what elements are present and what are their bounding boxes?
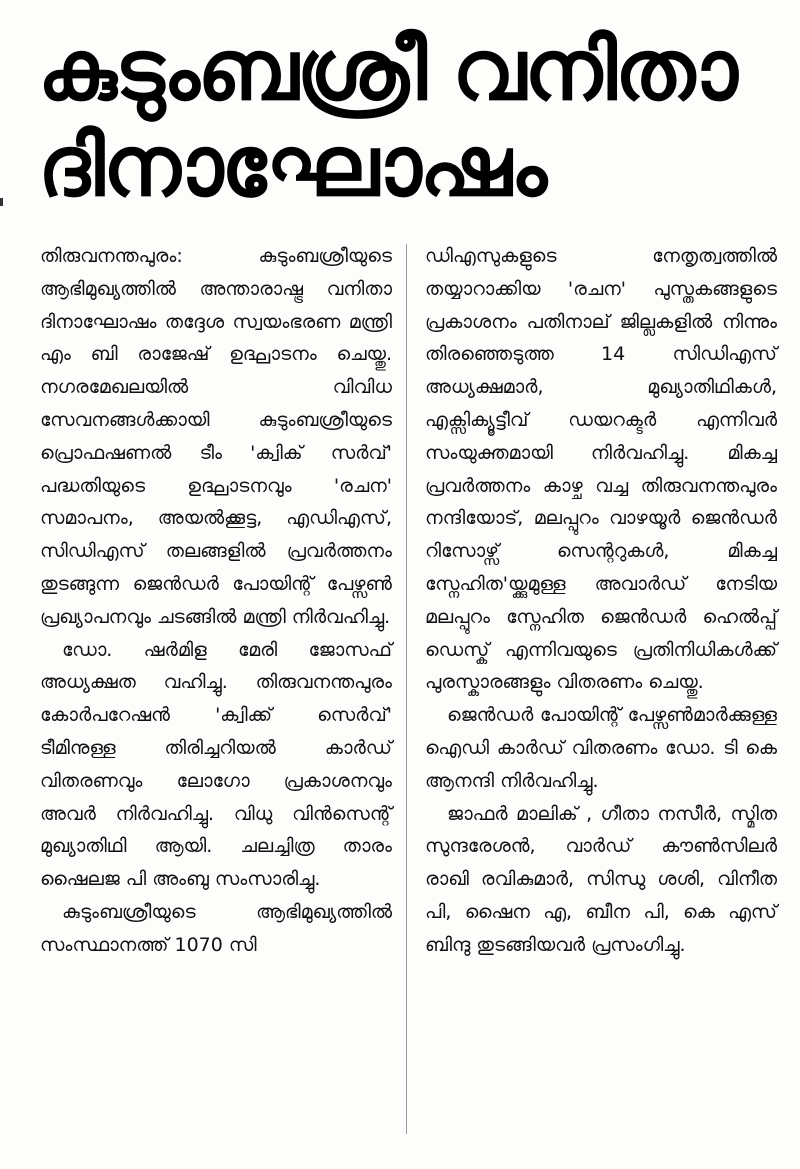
article-column-right	[425, 240, 777, 1150]
article-column-left	[40, 240, 392, 1150]
paragraph: ജാഫർ മാലിക് , ഗീതാ നസീർ, സ്മിത സുന്ദരേശൻ, വാർഡ് കൗൺസിലർ രാഖി രവികുമാർ, സിന്ധു ശശി, വിനീത പി, ഷൈന എ, ബീന പി, കെ എസ് ബിന്ദു തുടങ്ങിയവർ പ്രസംഗിച്ചു.	[425, 802, 777, 956]
column-divider	[406, 244, 407, 1134]
clipping-edge-mark	[0, 198, 3, 206]
headline-line: കുടുംബശ്രീ വനിതാ	[38, 21, 736, 119]
headline	[38, 22, 778, 214]
paragraph: ജെൻഡർ പോയിന്റ് പേഴ്സൺമാർക്കുള്ള ഐഡി കാർഡ് വിതരണം ഡോ. ടി കെ ആനന്ദി നിർവഹിച്ചു.	[425, 704, 777, 792]
paragraph: ഡോ. ഷർമിള മേരി ജോസഫ് അധ്യക്ഷത വഹിച്ചു. തിരുവനന്തപുരം കോർപറേഷൻ 'ക്വിക്ക് സെർവ്' ടീമിനുള്ള തിരിച്ചറിയൽ കാർഡ് വിതരണവും ലോഗോ പ്രകാശനവും അവർ നിർവഹിച്ചു. വിധു വിൻസെന്റ് മുഖ്യാതിഥി ആയി. ചലച്ചിത്ര താരം ഷൈലജ പി അംബു സംസാരിച്ചു.	[40, 638, 392, 891]
paragraph: തിരുവനന്തപുരം: കുടുംബശ്രീയുടെ ആഭിമുഖ്യത്തിൽ അന്താരാഷ്ട്ര വനിതാ ദിനാഘോഷം തദ്ദേശ സ്വയംഭരണ മന്ത്രി എം ബി രാജേഷ് ഉദ്ഘാടനം ചെയ്തു. നഗരമേഖലയിൽ വിവിധ സേവനങ്ങൾക്കായി കുടുംബശ്രീയുടെ പ്രൊഫഷണൽ ടീം 'ക്വിക് സർവ്' പദ്ധതിയുടെ ഉദ്ഘാടനവും 'രചന' സമാപനം, അയൽക്കൂട്ട, എഡിഎസ്, സിഡിഎസ് തലങ്ങളിൽ പ്രവർത്തനം തുടങ്ങുന്ന ജെൻഡർ പോയിന്റ് പേഴ്സൺ പ്രഖ്യാപനവും ചടങ്ങിൽ മന്ത്രി നിർവഹിച്ചു.	[40, 245, 392, 628]
paragraph: കുടുംബശ്രീയുടെ ആഭിമുഖ്യത്തിൽ സംസ്ഥാനത്ത് 1070 സി	[40, 900, 392, 956]
headline-line: ദിനാഘോഷം	[38, 117, 545, 215]
paragraph: ഡിഎസുകളുടെ നേതൃത്വത്തിൽ തയ്യാറാക്കിയ 'രചന' പുസ്തകങ്ങളുടെ പ്രകാശനം പതിനാല് ജില്ലകളിൽ നിന്നും തിരഞ്ഞെടുത്ത 14 സിഡിഎസ് അധ്യക്ഷമാർ, മുഖ്യാതിഥികൾ, എക്സിക്യൂട്ടീവ് ഡയറക്ടർ എന്നിവർ സംയുക്തമായി നിർവഹിച്ചു. മികച്ച പ്രവർത്തനം കാഴ്ച വച്ച തിരുവനന്തപുരം നന്ദിയോട്, മലപ്പുറം വാഴയൂർ ജെൻഡർ റിസോഴ്സ് സെന്ററുകൾ, മികച്ച സ്നേഹിത'യ്ക്കുമുള്ള അവാർഡ് നേടിയ മലപ്പുറം സ്നേഹിത ജെൻഡർ ഹെൽപ്പ് ഡെസ്ക് എന്നിവയുടെ പ്രതിനിധികൾക്ക് പുരസ്കാരങ്ങളും വിതരണം ചെയ്തു.	[425, 245, 777, 694]
